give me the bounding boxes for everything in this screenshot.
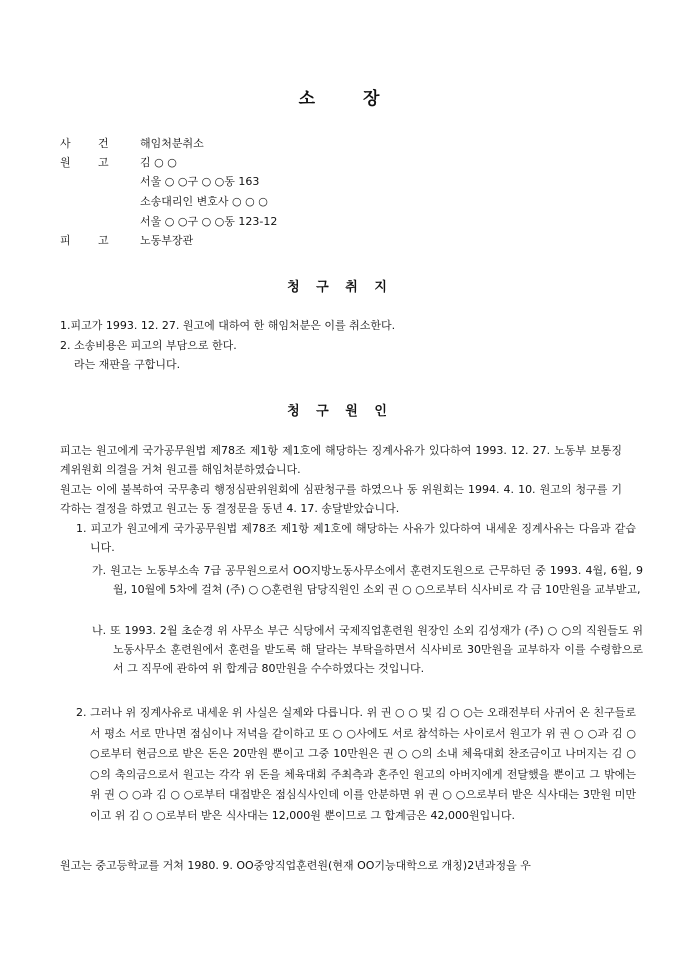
label-char: 건 [98, 137, 109, 150]
title-char-2: 장 [363, 89, 382, 109]
label-char: 사 [60, 137, 71, 150]
claim-cause-heading: 청 구 원 인 [287, 404, 393, 419]
cause-item-1-na: 나. 또 1993. 2월 초순경 위 사무소 부근 식당에서 국제직업훈련원 원장인 소외 김성재가 (주) ○ ○의 직원들도 위 노동사무소 훈련원에서 훈련을 받도록 해 달라는 부탁을하면서 식사비로 30만원을 교부하자 이를 수령함으로서 그 직무에 관하여 위 합계금 80만원을 수수하였다는 것입니다. [92, 624, 643, 675]
plaintiff-address: 서울 ○ ○구 ○ ○동 163 [140, 175, 260, 188]
cause-paragraph-1: 피고는 원고에게 국가공무원법 제78조 제1항 제1호에 해당하는 징계사유가 있다하여 1993. 12. 27. 노동부 보통징계위원회 의결을 거쳐 원고를 해임처분하였습니다. [60, 444, 622, 476]
label-char: 고 [98, 234, 109, 247]
case-name: 해임처분취소 [140, 137, 204, 150]
label-char: 피 [60, 234, 71, 247]
title-char-1: 소 [298, 89, 317, 109]
cause-item-1-ga: 가. 원고는 노동부소속 7급 공무원으로서 OO지방노동사무소에서 훈련지도원으로 근무하던 중 1993. 4월, 6월, 9월, 10월에 5차에 걸쳐 (주) ○ ○훈련원 담당직원인 소외 권 ○ ○으로부터 식사비로 각 금 10만원을 교부받고, [92, 564, 643, 596]
claim-purpose-heading: 청 구 취 지 [287, 280, 393, 295]
cause-item-2: 2. 그러나 위 징계사유로 내세운 위 사실은 실제와 다릅니다. 위 권 ○ ○ 및 김 ○ ○는 오래전부터 사귀어 온 친구들로서 평소 서로 만나면 점심이나 저녁을 같이하고 또 ○ ○사에도 서로 참석하는 사이로서 원고가 위 권 ○ ○과 김 ○ ○로부터 현금으로 받은 돈은 20만원 뿐이고 그중 10만원은 권 ○ ○의 소내 체육대회 찬조금이고 나머지는 김 ○ ○의 축의금으로서 원고는 각각 위 돈을 체육대회 주최측과 혼주인 원고의 아버지에게 전달했을 뿐이고 그 밖에는 위 권 ○ ○과 김 ○ ○로부터 대접받은 점심식사인데 이를 안분하면 위 권 ○ ○으로부터 받은 식사대는 3만원 미만이고 위 김 ○ ○로부터 받은 식사대는 12,000원 뿐이므로 그 합계금은 42,000원입니다. [76, 706, 636, 822]
claim-purpose-line-2: 2. 소송비용은 피고의 부담으로 한다. [60, 339, 237, 352]
defendant-name: 노동부장관 [140, 234, 194, 247]
label-char: 원 [60, 156, 71, 169]
cause-paragraph-2: 원고는 이에 불복하여 국무총리 행정심판위원회에 심판청구를 하였으나 동 위원회는 1994. 4. 10. 원고의 청구를 기각하는 결정을 하였고 원고는 동 결정문을 동년 4. 17. 송달받았습니다. [60, 483, 622, 515]
attorney-name: 소송대리인 변호사 ○ ○ ○ [140, 195, 268, 208]
label-char: 고 [98, 156, 109, 169]
attorney-address: 서울 ○ ○구 ○ ○동 123-12 [140, 215, 278, 228]
cause-item-1: 1. 피고가 원고에게 국가공무원법 제78조 제1항 제1호에 해당하는 사유가 있다하여 내세운 징계사유는 다음과 같습니다. [76, 522, 636, 554]
plaintiff-name: 김 ○ ○ [140, 156, 177, 169]
claim-purpose-line-3: 라는 재판을 구합니다. [60, 358, 181, 371]
cause-paragraph-3: 원고는 중고등학교를 거쳐 1980. 9. OO중앙직업훈련원(현재 OO기능대학으로 개칭)2년과정을 우 [60, 859, 531, 872]
claim-purpose-line-1: 1.피고가 1993. 12. 27. 원고에 대하여 한 해임처분은 이를 취소한다. [60, 319, 396, 332]
document-title [0, 84, 680, 109]
